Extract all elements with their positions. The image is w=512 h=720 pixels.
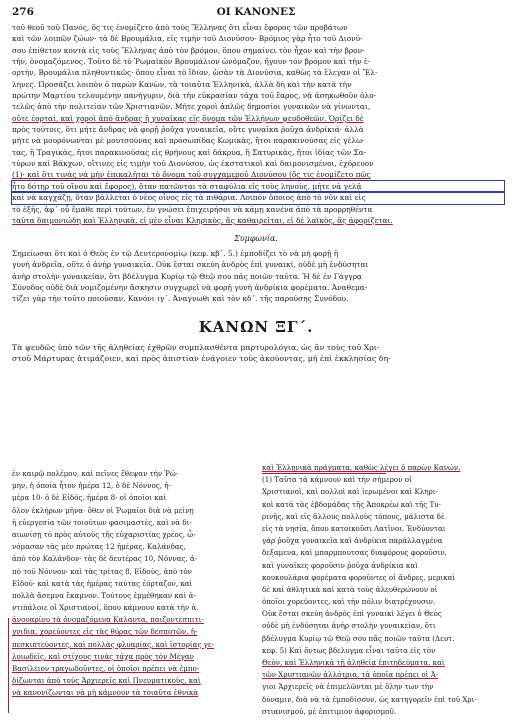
text-line: Σημείωσαι ὅτι καὶ ὁ Θεὸς ἐν τῷ Δευτερονομίῳ (κεφ. κβ΄. 5.) ἐμποδίζει τὸ νὰ μὴ φορῇ ἡ	[12, 249, 339, 258]
running-title: ΟΙ ΚΑΝΟΝΕΣ	[216, 6, 296, 18]
page-number: 276	[12, 6, 34, 18]
footnote-line: νὰ κανονίζωνται νὰ μὴ κάμνουν τὰ τοιαῦτα ἐθνικὰ	[12, 688, 199, 698]
footnote-line: πολλὰ ἄσεμνα ἔκαμνον. Τούτους ἐμμέθηκαν καὶ ἀ-	[12, 590, 196, 600]
text-line: (1)· καὶ ὅτι τινὰς νὰ μὴν ἐπικαλῆται τὸ ὄνομα τοῦ συγχαμεροῦ Διονύσου (ὅς τις ἐνομίζετο πῶς	[12, 170, 371, 180]
footnote-line: γὰρ ῥοῦχα γυναικεῖα καὶ ἀνδρίκια παράλλαγμένα	[262, 536, 443, 546]
footnote-line: αιωνίσῃ τὸ πρὸς αὐτοὺς τῆς εὐχαριστίας χρέος, ὦ-	[12, 529, 196, 539]
footnote-line: δίζωνται ἀπὸ τοὺς Ἀρχιερεῖς καὶ Πνευματικοὺς, καὶ	[12, 676, 201, 686]
footnote-line: Χριστιανοὶ, καὶ πολλοὶ καὶ ἱερωμένοι καὶ Κληρι-	[262, 487, 438, 497]
text-line: καὶ τῶν λοιπῶν ζώων· τὰ δὲ Βρουμάλια, εἰς τιμὴν τοῦ Διονύσου· Βρόμιος γὰρ ἦτο τοῦ Διονύ-	[12, 34, 363, 44]
footnote-line: ὅλον ἐκλήρων μῆνα· ὅθεν οἱ Ῥωμαῖοι διὰ νὰ μείνῃ	[12, 505, 194, 515]
footnote-line: ντιπάλοιε οἱ Χριστιανοί, ὅπου κάμνουν κατὰ τὴν ἀ.	[12, 603, 199, 613]
text-line: τὴν, ὀνομαζόμενος. Τοῦτο δὲ τὸ Ῥωμαϊκὸν Βρουμάλιον ὠνόμαζον, ἤγουν τὸν βρόμον καὶ τὴν ἑ-	[12, 57, 371, 67]
footnote-line: δύναμιν, διὰ νὰ τὰ ἐμποδίσουν, ὡς κατηγορεῖν ἐπὶ τοῦ Χρι-	[262, 694, 477, 704]
text-line: ἦτο δότηρ τοῦ οἴνου καὶ ἔφορος), ὅταν πατῶνται τὰ σταφύλια εἰς τοὺς ληνοὺς, μήτε νὰ γελᾷ	[12, 181, 504, 192]
highlight-underline	[262, 473, 386, 474]
footnote-line: ρινῆς, καὶ εἰς ἄλλους πολλοὺς τόπους, μάλιστα δὲ	[262, 511, 445, 521]
text-line: τας, ἢ Τραγικὰς, ἤτοι παρακινούσας εἰς θρήνους καὶ δάκρυα, ἢ Σατυρικὰς, ἤτοι ἰδίας τῶν Σα-	[12, 147, 367, 157]
footnote-line: πεσκιπτεύοντες, καὶ πολλὰς φλυαρίας, καὶ ἱστορίας γε-	[12, 639, 214, 649]
symphonia-paragraph	[12, 248, 504, 305]
text-line: τοῦ θεοῦ τοῦ Πανός, ὅς τις ἐνομίζετο ἀπὸ τοὺς Ἕλληνας ὅτι εἶναι ἔφορος τῶν προβάτων	[12, 23, 348, 32]
footnote-line: γνιδια, χορεύοντες εἰς τὰς θύρας τῶν δεσποτῶν, ἠ-	[12, 627, 198, 637]
footnote-line: νόμασαν τὰς μὲν πρώτας 12 ἡμέρας, Καλάνδας,	[12, 542, 186, 552]
text-line: γυνὴ ἀνδρεῖα, οὔτε ὁ ἀνὴρ γυναικεῖα. Οὐκ ἔσται σκεύη ἀνδρὸς ἐπὶ γυναικί, οὐδὲ μὴ ἐνδύσηται	[12, 260, 369, 270]
footnote-line: τῶν Χριστιανῶν ἀλλότρια, τὰ ὁποῖα πρέπει οἱ Ἀ-	[262, 670, 439, 680]
footnote-line: Θεὸν, καὶ Ἑλληνικὰ τῇ ἀληθείᾳ ἐπιτηδεύματα, καὶ	[262, 658, 445, 667]
footnote-line: καὶ Ἑλληνικὰ πράγματα, καθὼς λέγει ὁ παρὼν Κανών.	[262, 463, 461, 472]
footnote-line: Βασίλειον τραγωδοῦντες, οἱ ὁποῖοι πρέπει νὰ ἐμπο-	[12, 664, 200, 673]
text-line: τύρων καὶ Βάκχων, οἵτινες εἰς τιμὴν τοῦ Διονύσου, ὡς ἐκστατικοὶ καὶ δαιμονισμένοι, ἐχόρευον	[12, 159, 374, 169]
footnote-line: ἐν καιρῷ πολέμου, καὶ πεῖνες ἔθεψαν τὴν Ῥώ-	[12, 469, 179, 478]
text-line: ληνες. Προσάζει λοιπὸν ὁ παρὼν Κανὼν, τὰ τοιαῦτα Ἑλληνικὰ, ἀλλὰ δὴ καὶ τὴν κατὰ τὴν	[12, 79, 352, 89]
footnote-line: μέρα 10· ὁ δὲ Εἰδός, ἡμέρα 8· οἱ ὁποῖοι καὶ	[12, 493, 167, 503]
footnote-line: στιανισμοῦ, μὲ ἐπιτιμιον ἀφορισμοῦ.	[262, 706, 397, 716]
text-line: ταῦτα δαιμονιώδη καὶ Ἑλληνικὰ, εἰ μὲν εἶναι Κληρικὸς, ἂς καθαιρεῖται, εἰ δὲ λαϊκὸς, ἂς ἀφορίζεται.	[12, 215, 393, 225]
footnote-line: ἀνουαρίου τὰ ὀνομαζόμενα Καλαντα, παιζοντεσπιτι-	[12, 615, 204, 625]
text-line: Σύνοδος οὐδὲ διὰ νομιζομένην ἄσκησιν συγχωρεῖ νὰ φορῇ γυνὴ ἀνδρίκια φορέματα. Ἀναθεμα-	[12, 283, 368, 293]
symphonia-heading: Συμφωνία.	[234, 234, 278, 243]
text-line: τελῶς ἀπὸ τὴν πολιτείαν τῶν Χριστιανῶν. Μήτε χοροὶ ἁπλῶς δημοσίοι γυναικῶν νὰ γίνωνται,	[12, 102, 371, 112]
page-header	[12, 6, 500, 22]
footnote-line: ὁποῖοι χορεύοντες, καὶ τὴν πόλιν διατρέχουσιν.	[262, 597, 436, 607]
footnote-line: εἰς τὰ νησία, ὅπου κατοικοῦσι Λατῖνοι. Ἐνδύονται	[262, 523, 446, 533]
highlight-bracket	[8, 618, 267, 713]
text-line: τὸ ἑξῆς, ἀφ᾽ οὗ ἔμαθε περὶ τούτων, ἐν γνώσει ἐπιχειρήσοι νὰ κάμῃ κανένα ἀπὸ τὰ προρρηθέντα	[12, 204, 373, 214]
text-line: πρώτην Μαρτίου τελουμένην πανήγυριν, διὰ τὴν εὐκρασίαν τάχα τοῦ ἔαρος, νὰ ἀσηκωθοῦν ὁλο-	[12, 91, 377, 101]
footnote-right-column	[262, 462, 510, 718]
footnote-line: γιοι Ἀρχιερεῖς νὰ ἐπιμελῶνται μὲ ὅλην των τὴν	[262, 682, 434, 692]
text-line: ἀνὴρ στολὴν γυναικείαν, ὅτι βδέλυγμα Κυρίῳ τῷ Θεῷ σου πᾶς ποιῶν ταῦτα. Ἡ δὲ ἐν Γάγγρᾳ	[12, 271, 363, 281]
footnote-line: κοὶ κατὰ τὰς ἑβδομάδας τῆς Ἀποκρέω καὶ τῆς Τυ-	[262, 499, 441, 509]
footnote-line: οὐδὲ μὴ ἐνδύσηται ἀνὴρ στολὴν γυναικείαν, ὅτι	[262, 621, 436, 631]
footnote-line: καὶ γυναῖκες φοροῦσιν ῥοῦχα ἀνδρίκια καὶ	[262, 560, 418, 570]
footnote-line: Εἰδού· καὶ κατὰ τὰς ἡμέρας ταύτας ἑόρταζον, καὶ	[12, 578, 193, 588]
footnote-line: μην, ἡ ὁποία ἦτον ἡμέρα 12, ὁ δὲ Νόννος, ἡ-	[12, 481, 171, 491]
footnote-line: κουκουλάρια φορέματα φοροῦντες οἱ ἄνδρες, μερικαὶ	[262, 572, 456, 582]
footnote-line: δὲ καὶ ἀθλητικὰ καὶ κατὰ τοὺς ἀλευθερώνουν οἱ	[262, 584, 438, 594]
canon-text	[12, 342, 504, 365]
text-line: στοῦ Μάρτυρας ἀτιμάζοιεν, καὶ πρὸς ἀπιστίαν ἐνάγοιεν τοὺς ἀκούοντας, μὴ ἐπὶ ἐκκλησίας δη-	[12, 354, 391, 364]
commentary-paragraph	[12, 22, 504, 226]
text-line: σου ἐπίθετον κοντὰ εἰς τοὺς Ἕλληνας ἀπὸ τὸν βρόμον, ὅπου σημαίνει τὸν ἦχον καὶ τὴν βρον-	[12, 45, 365, 55]
footnote-line: λοιωδεῖς, καὶ στίχους τινὰς τάχα πρὸς τὸν Μέγαν	[12, 651, 194, 661]
footnote-line: κεφ. 5) Καὶ ὄντως βδελυγμα εἶναι ταῦτα εἰς τὸν	[262, 645, 436, 655]
text-line: τίζει γὰρ τὴν τοῦτο ποιοῦσαν, Κανόνι ιγ΄. Ἀναγνωθι καὶ τὸν κδ΄. τῆς παρούσης Συνόδου.	[12, 294, 349, 304]
footnote-line: δεξαμενα, καὶ μπαρμπουτσας διαφόρους φοροῦσιν,	[262, 548, 447, 558]
text-line: μήτε νὰ μουρόνωνται μὲ μουτσούνας καὶ πρόσωπίδας Κωμικὰς, ἤτοι παρακινούσας εἰς γέλω-	[12, 136, 365, 146]
text-line: ορτὴν, Βρουμάλια πληθυντικῶς· ὅπου εἶναι τὸ ἴδιον, ὡσὰν τὰ Διονύσια, καθὼς τὰ ἔλεγαν οἱ Ἕλ-	[12, 68, 378, 78]
canon-heading: ΚΑΝΩΝ ΞΓ΄.	[198, 318, 314, 336]
footnote-line: πὸ τοῦ Νόννου· καὶ τὰς τρίτας 8, Εἰδοὺς, ἀπὸ τὸν	[12, 566, 192, 576]
footnote-line: Οὐκ ἔσται σκεύη ἀνδρὸς ἐπὶ γυναικὶ λέγει ὁ Θεὸς	[262, 609, 442, 619]
footnote-line: (1) Ταῦτα τὰ κάμνουν καὶ τὴν σήμερον οἱ	[262, 475, 412, 485]
text-line: Τὰ ψευδῶς ὑπὸ τῶν τῆς ἀληθείας ἐχθρῶν συμπλασθέντα μαρτυρολόγια, ὡς ἂν τοὺς τοῦ Χρι-	[12, 343, 380, 352]
text-line: οὔτε ἑορταί, καὶ χοροὶ ἀπὸ ἄνδρας ἢ γυναῖκας εἰς ὄνομα τῶν Ἑλλήνων ψευδοθεῶν. Ὁρίζει δὲ	[12, 113, 364, 123]
text-line: καὶ νὰ καγχάζῃ, ὅταν βάλλεται ὁ νέος οἶνος εἰς τὰ πιθάρια. Λοιπὸν ὅποιος ἀπὸ τὸ νῦν καὶ εἰς	[12, 192, 504, 203]
footnote-line: βδέλυγμα Κυρίῳ τῷ Θεῷ σου πᾶς ποιῶν ταῦτα (Δευτ.	[262, 633, 455, 643]
text-line: πρὸς τούτοις, ὅτι μήτε ἄνδρας νὰ φορῇ ῥοῦχα γυναικεῖα, οὔτε γυναῖκα ῥοῦχα ἀνδρίκιά· ἀλλὰ	[12, 125, 364, 135]
footnote-line: ἀπὸ τὸν Καλάνδον· τὰς δὲ δευτέρας 10, Νόννας, ἀ-	[12, 554, 198, 564]
footnote-line: ἡ εὐεργεσία τῶν τοιούτων φασιμαστές, καὶ νὰ δι-	[12, 517, 192, 527]
